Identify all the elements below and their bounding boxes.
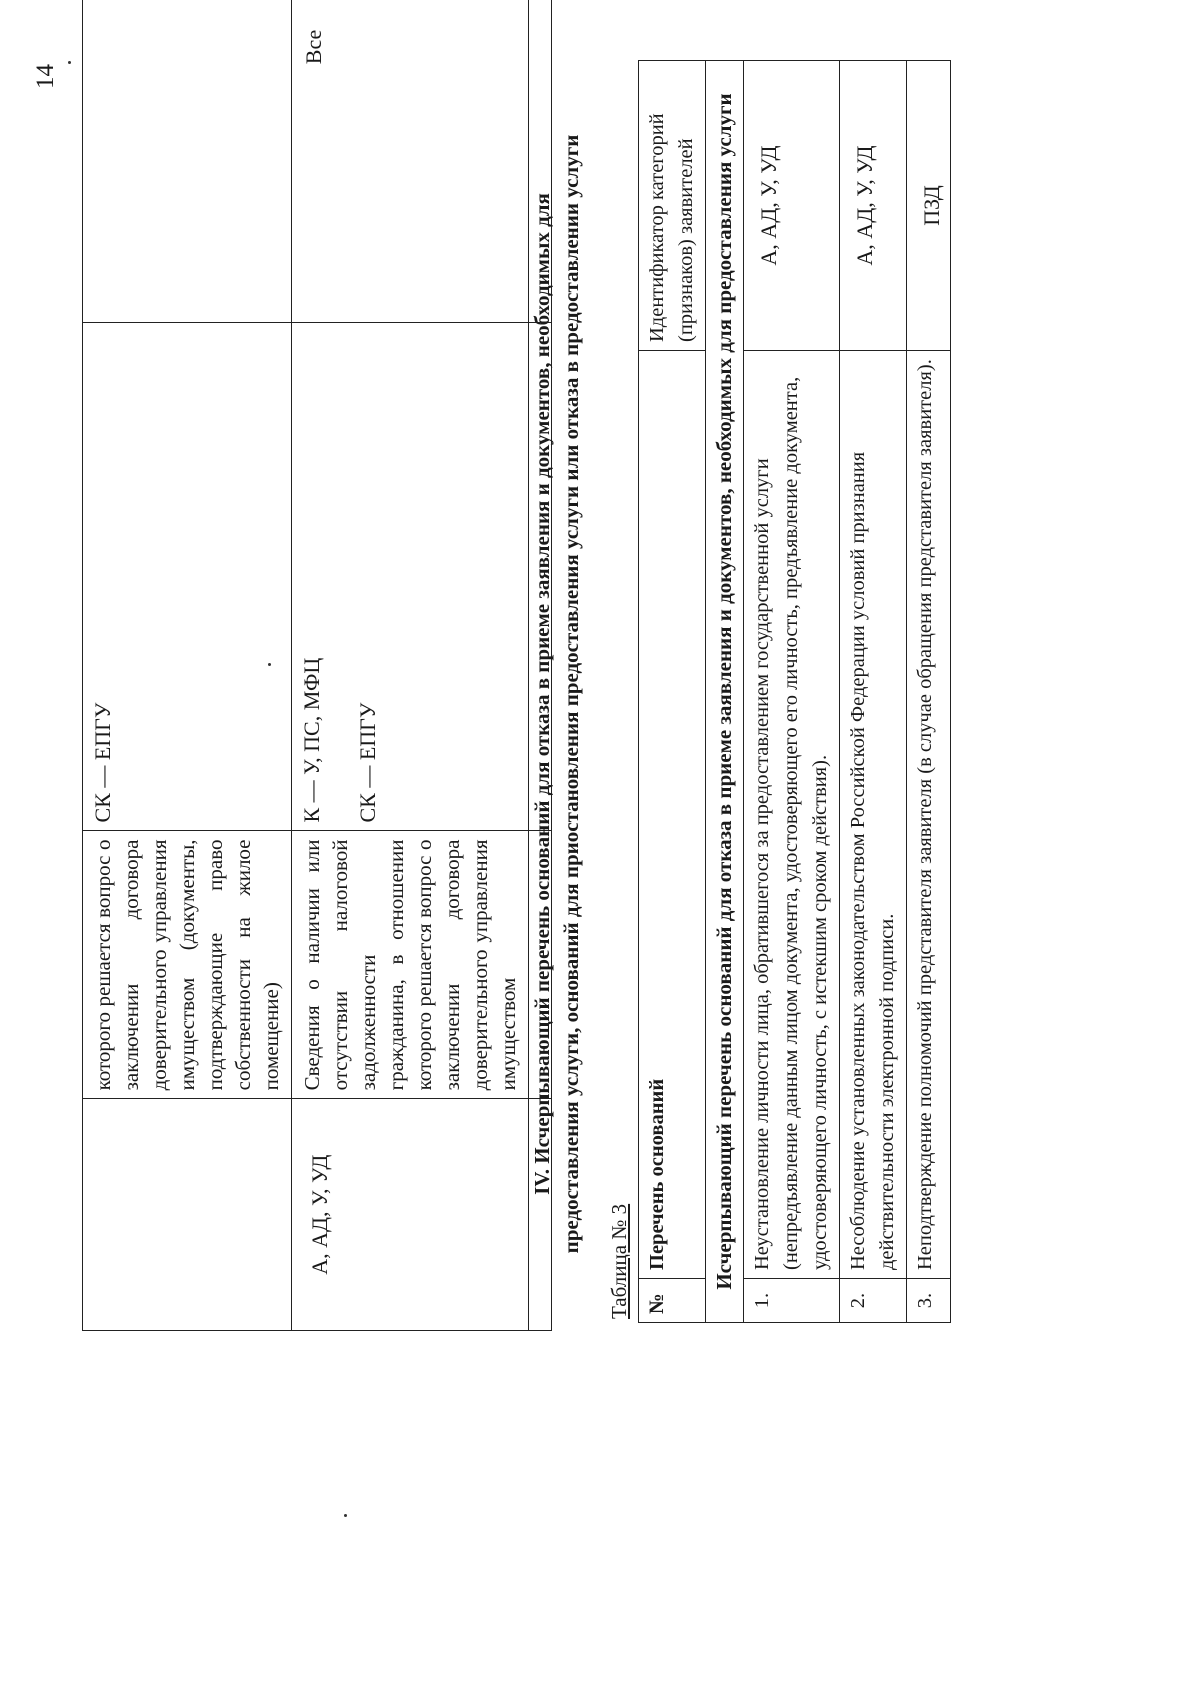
source-line: К — У, ПС, МФЦ — [299, 657, 324, 823]
row-identifiers: ПЗД — [907, 61, 951, 351]
category-cell — [83, 1099, 292, 1331]
source-cell — [292, 322, 529, 831]
page-number: 14 — [32, 64, 59, 89]
source-line: СК — ЕПГУ — [90, 702, 115, 823]
section-title-line: IV. Исчерпывающий перечень оснований для отказа в приеме заявления и документов, необходимых для — [530, 193, 554, 1195]
scan-speck — [268, 663, 271, 666]
row-identifiers: А, АД, У, УД — [840, 61, 907, 351]
table-row — [840, 61, 907, 1323]
table-header-row — [639, 61, 706, 1323]
document-cell: которого решается вопрос о заключении договора доверительного управления имуществом (документы, подтверждающие право собственности на жилое помещение) — [83, 831, 292, 1099]
scan-speck — [344, 1514, 347, 1517]
table-row — [744, 61, 840, 1323]
recipient-cell: Все — [292, 0, 529, 322]
source-line: СК — ЕПГУ — [355, 702, 380, 823]
table-row — [292, 0, 529, 1331]
scan-speck — [68, 61, 71, 64]
recipient-cell — [83, 0, 292, 322]
row-text: Неподтверждение полномочий представителя заявителя (в случае обращения представителя заявителя). — [907, 351, 951, 1279]
row-number: 3. — [907, 1279, 951, 1323]
row-identifiers: А, АД, У, УД — [744, 61, 840, 351]
section-title — [528, 79, 586, 1309]
table-subheader-row — [706, 61, 744, 1323]
row-number: 2. — [840, 1279, 907, 1323]
document-cell: Сведения о наличии или отсутствии налоговой задолженности гражданина, в отношении которого решается вопрос о заключении договора доверительного управления имуществом — [292, 831, 529, 1099]
column-header-grounds: Перечень оснований — [639, 351, 706, 1279]
row-text: Неустановление личности лица, обратившегося за предоставлением государственной услуги (непредъявление данным лицом документа, удостоверяющего его личность, предъявление документа, удостоверяющего личность, с истекшим сроком действия). — [744, 351, 840, 1279]
column-header-identifier: Идентификатор категорий (признаков) заявителей — [639, 61, 706, 351]
category-cell: А, АД, У, УД — [292, 1099, 529, 1331]
table-caption: Таблица № 3 — [607, 1203, 631, 1319]
section-title-line: предоставления услуги, оснований для приостановления предоставления услуги или отказа в предоставлении услуги — [559, 134, 583, 1254]
column-header-number: № — [639, 1279, 706, 1323]
source-cell — [83, 322, 292, 831]
table-row — [907, 61, 951, 1323]
grounds-table — [638, 60, 951, 1323]
row-number: 1. — [744, 1279, 840, 1323]
table-subheader: Исчерпывающий перечень оснований для отказа в приеме заявления и документов, необходимых для предоставления услуги — [706, 61, 744, 1323]
row-text: Несоблюдение установленных законодательством Российской Федерации условий признания действительности электронной подписи. — [840, 351, 907, 1279]
table-row — [83, 0, 292, 1331]
continuation-table — [82, 0, 552, 1331]
